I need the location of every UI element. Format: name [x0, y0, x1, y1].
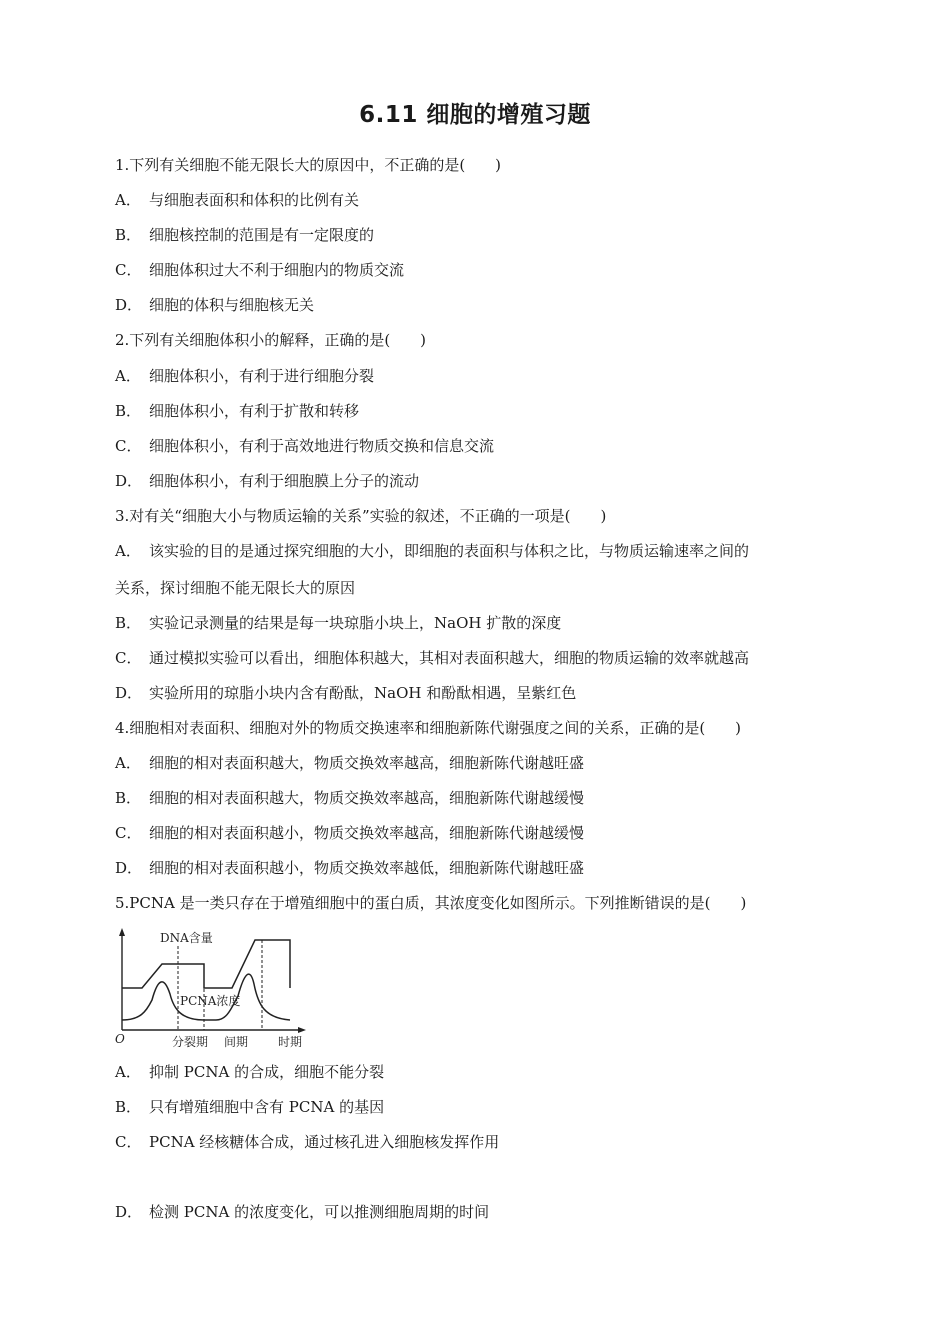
- question-1-option-d[interactable]: [115, 295, 845, 315]
- dna-content-curve: [122, 940, 290, 988]
- option-text: 通过模拟实验可以看出，细胞体积越大，其相对表面积越大，细胞的物质运输的效率就越高: [149, 649, 750, 667]
- option-letter: B．: [115, 1098, 142, 1116]
- option-text: 细胞的相对表面积越大，物质交换效率越高，细胞新陈代谢越缓慢: [149, 789, 585, 807]
- option-text: 细胞体积小，有利于进行细胞分裂: [149, 367, 375, 385]
- option-text: 细胞体积小，有利于扩散和转移: [149, 402, 360, 420]
- question-2-option-d[interactable]: [115, 471, 845, 491]
- question-4-stem: 4.细胞相对表面积、细胞对外的物质交换速率和细胞新陈代谢强度之间的关系，正确的是( ): [115, 719, 742, 737]
- question-5-option-b[interactable]: [115, 1097, 845, 1117]
- option-text: PCNA 经核糖体合成，通过核孔进入细胞核发挥作用: [149, 1133, 500, 1151]
- option-text: 只有增殖细胞中含有 PCNA 的基因: [149, 1098, 385, 1116]
- option-letter: B．: [115, 402, 142, 420]
- question-2-option-b[interactable]: [115, 401, 845, 421]
- option-letter: A．: [115, 542, 141, 560]
- question-2-option-a[interactable]: [115, 366, 845, 386]
- question-3-option-d[interactable]: [115, 683, 845, 703]
- option-letter: C．: [115, 437, 142, 455]
- pcna-concentration-label: PCNA浓度: [180, 994, 241, 1008]
- option-letter: D．: [115, 472, 143, 490]
- option-text: 实验记录测量的结果是每一块琼脂小块上，NaOH 扩散的深度: [149, 614, 562, 632]
- page-title: 6.11 细胞的增殖习题: [359, 102, 591, 128]
- question-1-option-a[interactable]: [115, 190, 845, 210]
- question-3-stem: 3.对有关“细胞大小与物质运输的关系”实验的叙述，不正确的一项是( ): [115, 507, 607, 525]
- option-text: 细胞的相对表面积越小，物质交换效率越高，细胞新陈代谢越缓慢: [149, 824, 585, 842]
- option-text: 细胞的相对表面积越大，物质交换效率越高，细胞新陈代谢越旺盛: [149, 754, 585, 772]
- question-3-option-a[interactable]: [115, 541, 845, 561]
- option-text: 抑制 PCNA 的合成，细胞不能分裂: [149, 1063, 385, 1081]
- y-axis-arrow-icon: [119, 928, 125, 936]
- question-3-option-b[interactable]: [115, 613, 845, 633]
- option-text: 细胞的体积与细胞核无关: [149, 296, 315, 314]
- question-5-stem: 5.PCNA 是一类只存在于增殖细胞中的蛋白质，其浓度变化如图所示。下列推断错误的是( ): [115, 894, 747, 912]
- option-text: 与细胞表面积和体积的比例有关: [149, 191, 360, 209]
- question-3-option-a-continuation: 关系，探讨细胞不能无限长大的原因: [115, 579, 356, 597]
- question-5-option-d[interactable]: [115, 1202, 845, 1222]
- interphase-label: 间期: [224, 1035, 249, 1048]
- division-phase-label: 分裂期: [172, 1035, 209, 1048]
- question-5-option-c[interactable]: [115, 1132, 845, 1152]
- option-letter: D．: [115, 296, 143, 314]
- diagram-svg: [112, 926, 312, 1048]
- question-1-option-b[interactable]: [115, 225, 845, 245]
- question-4-option-b[interactable]: [115, 788, 845, 808]
- question-4-option-d[interactable]: [115, 858, 845, 878]
- option-text: 检测 PCNA 的浓度变化，可以推测细胞周期的时间: [149, 1203, 490, 1221]
- option-letter: A．: [115, 754, 141, 772]
- option-letter: D．: [115, 859, 143, 877]
- question-1-stem: 1.下列有关细胞不能无限长大的原因中，不正确的是( ): [115, 156, 502, 174]
- time-axis-label: 时期: [278, 1035, 303, 1048]
- option-text: 该实验的目的是通过探究细胞的大小，即细胞的表面积与体积之比，与物质运输速率之间的: [149, 542, 750, 560]
- option-text: 细胞的相对表面积越小，物质交换效率越低，细胞新陈代谢越旺盛: [149, 859, 585, 877]
- question-5-option-a[interactable]: [115, 1062, 845, 1082]
- option-letter: B．: [115, 614, 142, 632]
- option-letter: C．: [115, 649, 142, 667]
- x-axis-arrow-icon: [298, 1027, 306, 1033]
- question-4-option-a[interactable]: [115, 753, 845, 773]
- option-text: 细胞体积小，有利于细胞膜上分子的流动: [149, 472, 420, 490]
- option-text: 细胞体积过大不利于细胞内的物质交流: [149, 261, 405, 279]
- question-2-option-c[interactable]: [115, 436, 845, 456]
- option-letter: B．: [115, 789, 142, 807]
- option-letter: D．: [115, 684, 143, 702]
- dna-content-label: DNA含量: [160, 931, 213, 945]
- option-letter: A．: [115, 1063, 141, 1081]
- question-4-option-c[interactable]: [115, 823, 845, 843]
- option-letter: A．: [115, 191, 141, 209]
- option-text: 实验所用的琼脂小块内含有酚酞，NaOH 和酚酞相遇，呈紫红色: [149, 684, 577, 702]
- question-1-option-c[interactable]: [115, 260, 845, 280]
- option-text: 细胞核控制的范围是有一定限度的: [149, 226, 375, 244]
- option-letter: B．: [115, 226, 142, 244]
- origin-label: O: [115, 1032, 125, 1046]
- option-text: 细胞体积小，有利于高效地进行物质交换和信息交流: [149, 437, 495, 455]
- option-letter: C．: [115, 1133, 142, 1151]
- pcna-dna-diagram: [112, 926, 312, 1048]
- question-2-stem: 2.下列有关细胞体积小的解释，正确的是( ): [115, 331, 427, 349]
- option-letter: C．: [115, 261, 142, 279]
- option-letter: D．: [115, 1203, 143, 1221]
- option-letter: C．: [115, 824, 142, 842]
- option-letter: A．: [115, 367, 141, 385]
- question-3-option-c[interactable]: [115, 648, 845, 668]
